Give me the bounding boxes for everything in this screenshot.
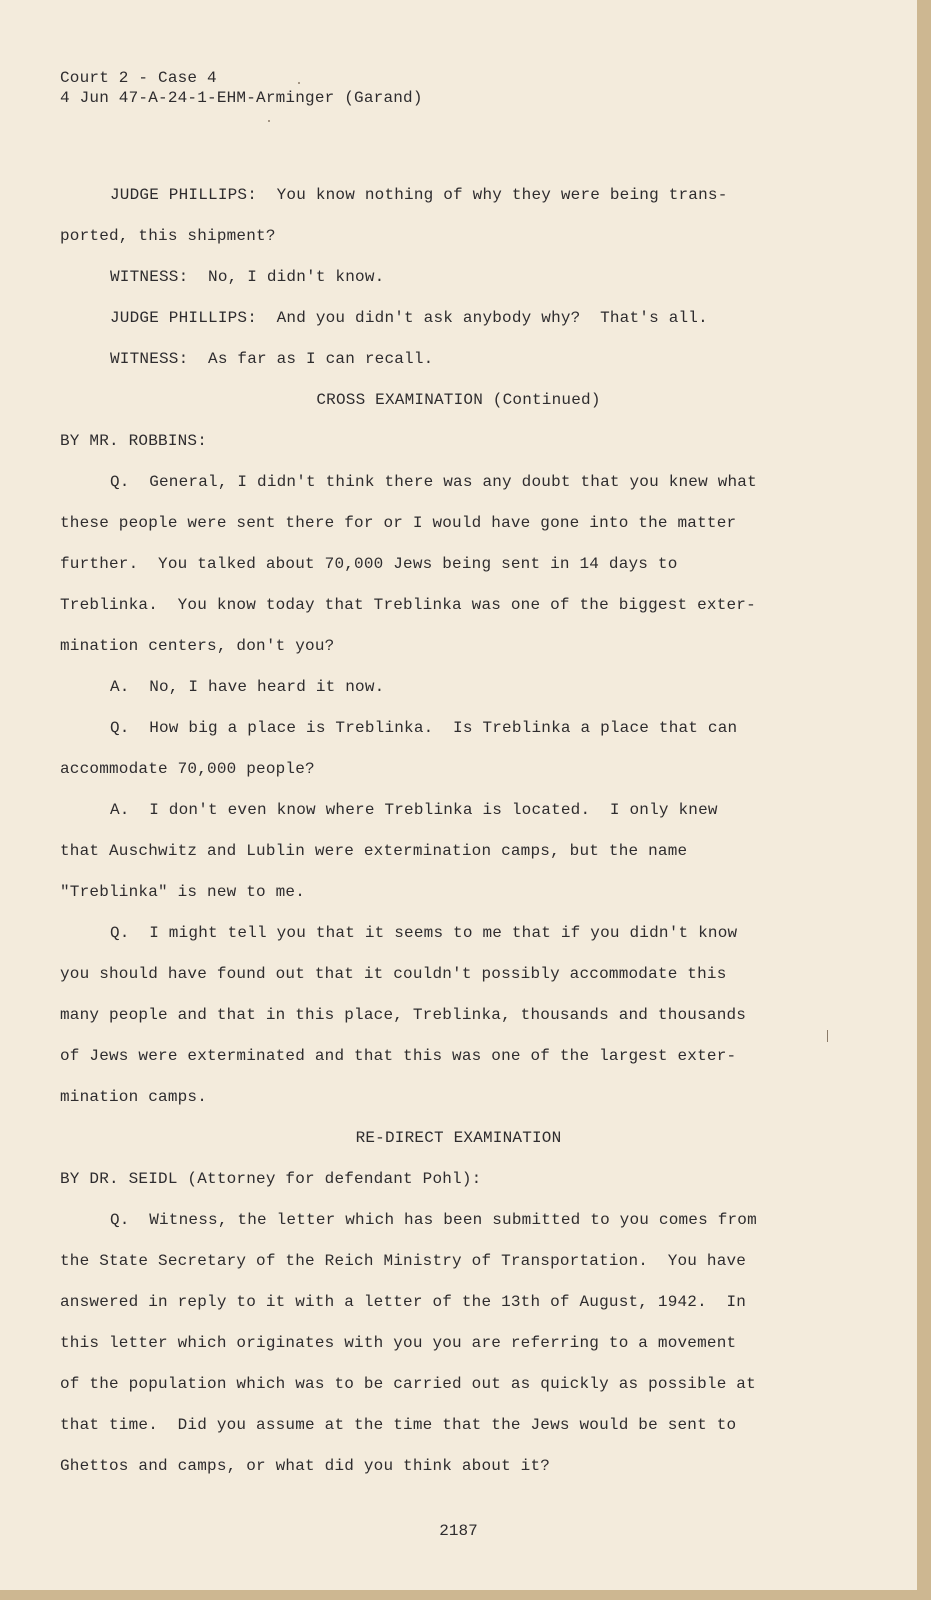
transcript-line: the State Secretary of the Reich Ministry of Transportation. You have (60, 1252, 747, 1270)
transcript-line: JUDGE PHILLIPS: You know nothing of why they were being trans- (110, 186, 728, 204)
transcript-line: WITNESS: As far as I can recall. (110, 350, 434, 368)
transcript-line: further. You talked about 70,000 Jews being sent in 14 days to (60, 555, 678, 573)
transcript-line: Ghettos and camps, or what did you think about it? (60, 1457, 551, 1475)
section-heading-redirect-examination: RE-DIRECT EXAMINATION (355, 1129, 562, 1147)
transcript-line: A. I don't even know where Treblinka is located. I only knew (110, 801, 718, 819)
header-session-code: 4 Jun 47-A-24-1-EHM-Arminger (Garand) (60, 89, 423, 107)
transcript-line: these people were sent there for or I would have gone into the matter (60, 514, 737, 532)
transcript-line: that Auschwitz and Lublin were extermination camps, but the name (60, 842, 688, 860)
paper-speck (298, 82, 300, 84)
transcript-line: many people and that in this place, Treblinka, thousands and thousands (60, 1006, 747, 1024)
transcript-line: mination camps. (60, 1088, 208, 1106)
page-number: 2187 (439, 1522, 478, 1540)
transcript-line: JUDGE PHILLIPS: And you didn't ask anybody why? That's all. (110, 309, 708, 327)
transcript-line: this letter which originates with you you are referring to a movement (60, 1334, 737, 1352)
transcript-line: A. No, I have heard it now. (110, 678, 385, 696)
transcript-line: of Jews were exterminated and that this was one of the largest exter- (60, 1047, 737, 1065)
paper-speck (268, 120, 270, 122)
header-court-case: Court 2 - Case 4 (60, 69, 217, 87)
paper-speck (827, 1030, 828, 1042)
transcript-line: Q. How big a place is Treblinka. Is Treblinka a place that can (110, 719, 738, 737)
transcript-line: accommodate 70,000 people? (60, 760, 315, 778)
transcript-line: Q. I might tell you that it seems to me that if you didn't know (110, 924, 738, 942)
transcript-line: you should have found out that it couldn't possibly accommodate this (60, 965, 727, 983)
transcript-line: WITNESS: No, I didn't know. (110, 268, 385, 286)
transcript-line: answered in reply to it with a letter of the 13th of August, 1942. In (60, 1293, 747, 1311)
transcript-line: Q. Witness, the letter which has been submitted to you comes from (110, 1211, 757, 1229)
transcript-line: that time. Did you assume at the time that the Jews would be sent to (60, 1416, 737, 1434)
transcript-line: "Treblinka" is new to me. (60, 883, 306, 901)
transcript-line: of the population which was to be carried out as quickly as possible at (60, 1375, 756, 1393)
transcript-line: ported, this shipment? (60, 227, 276, 245)
section-heading-cross-examination: CROSS EXAMINATION (Continued) (316, 391, 601, 409)
transcript-line: mination centers, don't you? (60, 637, 335, 655)
examiner-line: BY DR. SEIDL (Attorney for defendant Pohl): (60, 1170, 482, 1188)
transcript-line: Treblinka. You know today that Treblinka was one of the biggest exter- (60, 596, 756, 614)
transcript-line: Q. General, I didn't think there was any doubt that you knew what (110, 473, 757, 491)
examiner-line: BY MR. ROBBINS: (60, 432, 208, 450)
